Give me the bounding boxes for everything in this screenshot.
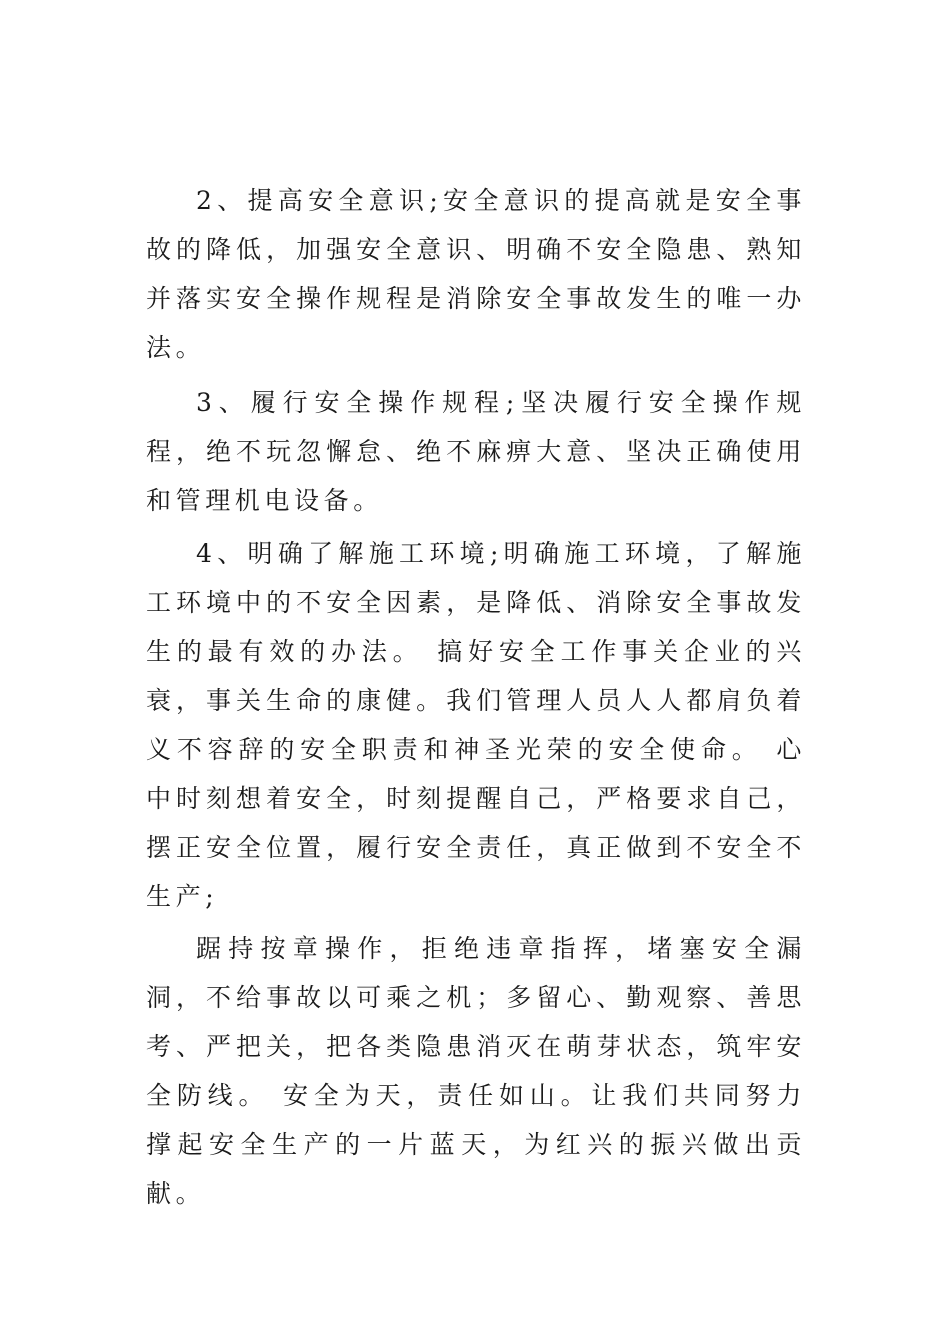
paragraph-construction-environment: 4、明确了解施工环境;明确施工环境，了解施工环境中的不安全因素，是降低、消除安全事故发生的最有效的办法。 搞好安全工作事关企业的兴衰，事关生命的康健。我们管理人员人人都肩负着义不容辞的安全职责和神圣光荣的安全使命。 心中时刻想着安全，时刻提醒自己，严格要求自己，摆正安全位置，履行安全责任，真正做到不安全不生产; [146,539,806,911]
paragraph-operating-procedures: 3、履行安全操作规程;坚决履行安全操作规程，绝不玩忽懈怠、绝不麻痹大意、坚决正确使用和管理机电设备。 [146,388,806,515]
paragraph-closing: 踞持按章操作，拒绝违章指挥，堵塞安全漏洞，不给事故以可乘之机；多留心、勤观察、善思考、严把关，把各类隐患消灭在萌芽状态，筑牢安全防线。 安全为天，责任如山。让我们共同努力撑起安全生产的一片蓝天，为红兴的振兴做出贡献。 [146,934,806,1208]
paragraph-safety-awareness: 2、提高安全意识;安全意识的提高就是安全事故的降低，加强安全意识、明确不安全隐患、熟知并落实安全操作规程是消除安全事故发生的唯一办法。 [146,186,806,362]
